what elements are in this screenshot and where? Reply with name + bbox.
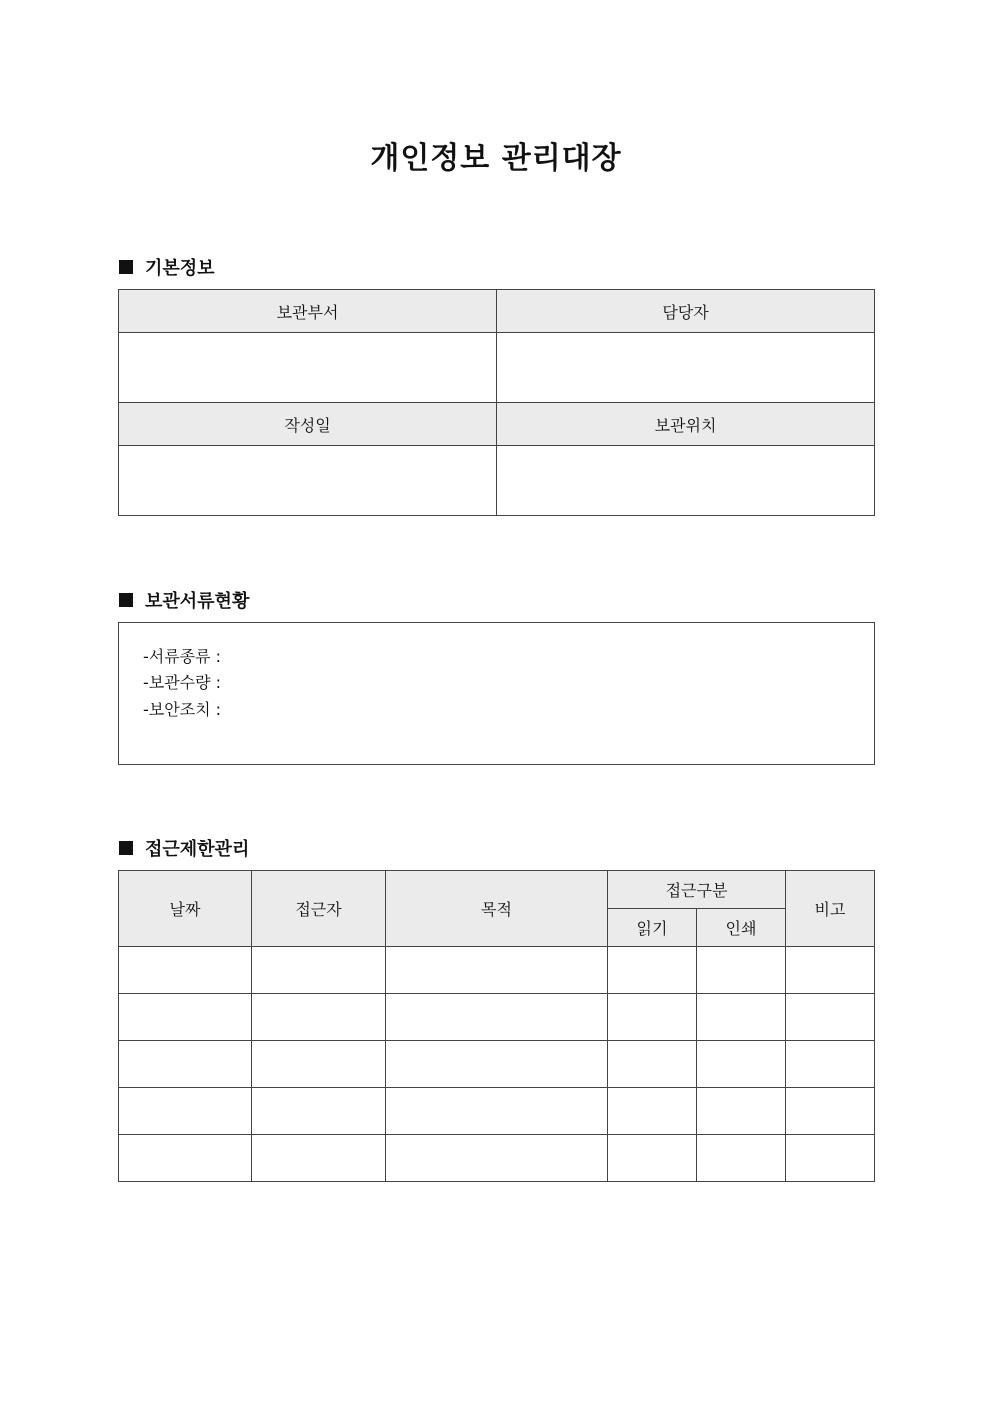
field-value-storage-location[interactable] xyxy=(497,446,875,516)
field-value-manager[interactable] xyxy=(497,333,875,403)
section-heading-label: 접근제한관리 xyxy=(145,839,250,860)
table-row xyxy=(119,1088,875,1135)
column-header-purpose: 목적 xyxy=(386,871,608,947)
cell-read[interactable] xyxy=(608,1041,697,1088)
cell-print[interactable] xyxy=(697,1088,786,1135)
basic-info-table xyxy=(118,289,875,516)
cell-note[interactable] xyxy=(786,1135,875,1182)
square-bullet-icon xyxy=(119,593,133,607)
cell-purpose[interactable] xyxy=(386,994,608,1041)
cell-read[interactable] xyxy=(608,1135,697,1182)
field-value-created-date[interactable] xyxy=(119,446,497,516)
cell-accessor[interactable] xyxy=(252,1088,386,1135)
cell-date[interactable] xyxy=(119,1041,252,1088)
square-bullet-icon xyxy=(119,841,133,855)
field-label-department: 보관부서 xyxy=(119,290,497,333)
doc-line-type: -서류종류 : xyxy=(143,647,222,666)
cell-purpose[interactable] xyxy=(386,1135,608,1182)
doc-line-quantity: -보관수량 : xyxy=(143,673,222,692)
cell-purpose[interactable] xyxy=(386,1088,608,1135)
cell-read[interactable] xyxy=(608,994,697,1041)
table-row xyxy=(119,1135,875,1182)
cell-note[interactable] xyxy=(786,994,875,1041)
table-row xyxy=(119,947,875,994)
cell-date[interactable] xyxy=(119,1135,252,1182)
square-bullet-icon xyxy=(119,260,133,274)
cell-accessor[interactable] xyxy=(252,994,386,1041)
section-heading-access xyxy=(119,835,249,861)
table-row xyxy=(119,994,875,1041)
column-header-accessor: 접근자 xyxy=(252,871,386,947)
cell-read[interactable] xyxy=(608,947,697,994)
cell-read[interactable] xyxy=(608,1088,697,1135)
doc-line-security: -보안조치 : xyxy=(143,700,222,719)
column-header-print: 인쇄 xyxy=(697,909,786,947)
cell-purpose[interactable] xyxy=(386,1041,608,1088)
column-header-access-type: 접근구분 xyxy=(608,871,786,909)
table-row xyxy=(119,1041,875,1088)
cell-date[interactable] xyxy=(119,1088,252,1135)
cell-accessor[interactable] xyxy=(252,1041,386,1088)
column-header-note: 비고 xyxy=(786,871,875,947)
cell-purpose[interactable] xyxy=(386,947,608,994)
cell-date[interactable] xyxy=(119,994,252,1041)
cell-print[interactable] xyxy=(697,994,786,1041)
cell-date[interactable] xyxy=(119,947,252,994)
cell-print[interactable] xyxy=(697,1135,786,1182)
cell-print[interactable] xyxy=(697,1041,786,1088)
cell-accessor[interactable] xyxy=(252,947,386,994)
cell-note[interactable] xyxy=(786,1041,875,1088)
section-heading-basic xyxy=(119,254,215,280)
column-header-read: 읽기 xyxy=(608,909,697,947)
cell-print[interactable] xyxy=(697,947,786,994)
field-label-storage-location: 보관위치 xyxy=(497,403,875,446)
cell-note[interactable] xyxy=(786,1088,875,1135)
section-heading-label: 보관서류현황 xyxy=(145,591,250,612)
column-header-date: 날짜 xyxy=(119,871,252,947)
field-value-department[interactable] xyxy=(119,333,497,403)
field-label-created-date: 작성일 xyxy=(119,403,497,446)
field-label-manager: 담당자 xyxy=(497,290,875,333)
section-heading-documents xyxy=(119,587,249,613)
access-control-table xyxy=(118,870,875,1182)
section-heading-label: 기본정보 xyxy=(145,258,215,279)
page-title: 개인정보 관리대장 xyxy=(370,141,622,176)
cell-accessor[interactable] xyxy=(252,1135,386,1182)
cell-note[interactable] xyxy=(786,947,875,994)
documents-box[interactable] xyxy=(118,622,875,765)
